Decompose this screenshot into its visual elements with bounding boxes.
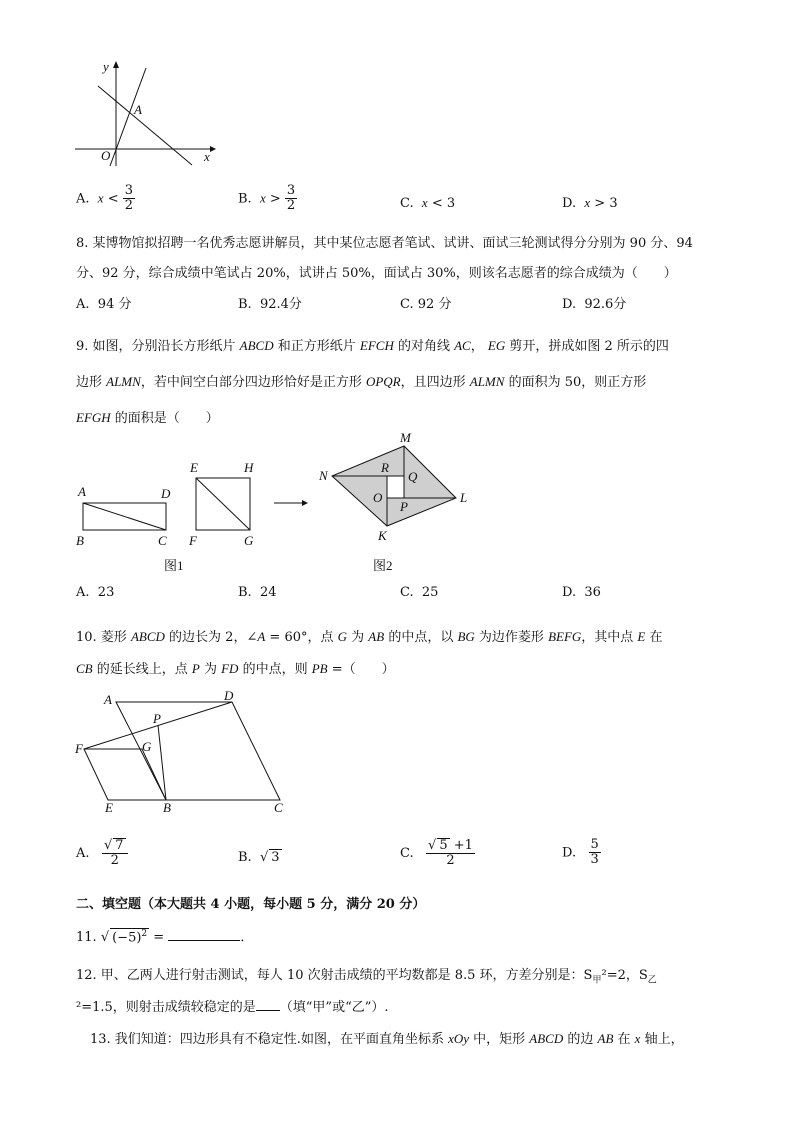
y-axis-arrow: [113, 61, 119, 68]
label-a: A: [104, 692, 112, 707]
label-b: B: [163, 800, 171, 815]
origin-label: O: [101, 148, 111, 163]
label-d: D: [224, 688, 234, 703]
square-opqr: [387, 476, 404, 498]
q10-option-d: D. $\frac{5}{3}$: [562, 837, 599, 868]
q7-option-a: A. x < $\frac{3}{2}$: [76, 183, 134, 214]
q10-option-b: B. √ 3: [238, 850, 280, 865]
q8-option-d: D. 92.6分: [562, 297, 627, 312]
label-b: B: [76, 533, 84, 548]
q8-option-c: C. 92 分: [400, 297, 452, 312]
label-g: G: [142, 739, 152, 754]
q9-line-3: EFGH 的面积是（ ）: [76, 410, 219, 426]
diagonal-eg: [196, 478, 250, 530]
section-heading: 二、填空题（本大题共 4 小题，每小题 5 分，满分 20 分）: [76, 897, 426, 912]
y-axis-label: y: [103, 59, 109, 74]
q9-line-2: 边形 ALMN，若中间空白部分四边形恰好是正方形 OPQR，且四边形 ALMN 的面积为 50，则正方形: [76, 374, 647, 390]
label-d: D: [161, 486, 171, 501]
q7-option-b: B. x > $\frac{3}{2}$: [238, 183, 296, 214]
q7-option-c: C. x < 3: [400, 195, 456, 211]
q10-line-2: CB 的延长线上，点 P 为 FD 的中点，则 PB =（ ）: [76, 661, 395, 677]
label-r: R: [381, 460, 389, 475]
q9-figures: [70, 428, 490, 578]
label-o: O: [373, 490, 383, 505]
line-decreasing: [98, 86, 192, 165]
x-axis-arrow: [210, 146, 216, 152]
fig1-caption: 图1: [164, 558, 184, 573]
q9-option-d: D. 36: [562, 585, 601, 600]
arrow-head: [302, 500, 308, 506]
label-p: P: [400, 499, 408, 514]
seg-pb: [158, 725, 166, 800]
q7-option-d: D. x > 3: [562, 195, 618, 211]
q12-line-2: ²=1.5，则射击成绩较稳定的是 （填“甲”或“乙”）.: [76, 1000, 389, 1015]
point-a-label: A: [134, 102, 142, 117]
rhombus-befg: [84, 749, 166, 800]
q7-graph: [70, 58, 220, 173]
q9-option-a: A. 23: [76, 585, 115, 600]
label-h: H: [244, 460, 254, 475]
line-increasing: [110, 68, 146, 166]
label-m: M: [400, 430, 411, 445]
fig2-caption: 图2: [373, 558, 393, 573]
q8-option-a: A. 94 分: [76, 297, 132, 312]
q8-option-b: B. 92.4分: [238, 297, 302, 312]
label-e: E: [105, 800, 113, 815]
q8-line-1: 8. 某博物馆拟招聘一名优秀志愿讲解员，其中某位志愿者笔试、试讲、面试三轮测试得分分别为 90 分、94: [76, 236, 693, 251]
q9-option-c: C. 25: [400, 585, 439, 600]
q12-answer-blank[interactable]: [256, 998, 280, 1011]
q10-line-1: 10. 菱形 ABCD 的边长为 2，∠A = 60°，点 G 为 AB 的中点，以 BG 为边作菱形 BEFG，其中点 E 在: [76, 629, 663, 645]
q12-line-1: 12. 甲、乙两人进行射击测试，每人 10 次射击成绩的平均数都是 8.5 环，方差分别是：$S_甲^2=2$，$S_乙$: [76, 968, 657, 986]
label-c: C: [274, 800, 283, 815]
label-a: A: [78, 484, 86, 499]
label-l: L: [460, 490, 468, 505]
label-c: C: [158, 533, 167, 548]
q9-line-1: 9. 如图，分别沿长方形纸片 ABCD 和正方形纸片 EFCH 的对角线 AC， EG 剪开，拼成如图 2 所示的四: [76, 338, 669, 354]
label-k: K: [378, 528, 387, 543]
label-f: F: [189, 533, 197, 548]
q10-option-a: A. $\frac{√ 7}{2}$: [76, 838, 128, 869]
q10-figure: [70, 688, 300, 818]
label-q: Q: [408, 469, 418, 484]
q10-option-c: C. $\frac{√ 5 +1}{2}$: [400, 838, 473, 869]
q13-line-1: 13. 我们知道：四边形具有不稳定性.如图，在平面直角坐标系 xOy 中，矩形 ABCD 的边 AB 在 x 轴上，: [90, 1031, 684, 1047]
label-e: E: [190, 460, 198, 475]
q8-line-2: 分、92 分，综合成绩中笔试占 20%，试讲占 50%，面试占 30%，则该名志愿者的综合成绩为（ ）: [76, 266, 677, 281]
label-n: N: [319, 468, 328, 483]
label-f: F: [75, 741, 83, 756]
q11-answer-blank[interactable]: [168, 928, 240, 941]
q9-option-b: B. 24: [238, 585, 277, 600]
rhombus-abcd: [116, 702, 280, 800]
x-axis-label: x: [204, 149, 210, 164]
label-p: P: [153, 711, 161, 726]
q11-line: 11. √ $(-5)^2$ = ．: [76, 928, 254, 945]
label-g: G: [244, 533, 254, 548]
diagonal-ac: [83, 503, 166, 530]
